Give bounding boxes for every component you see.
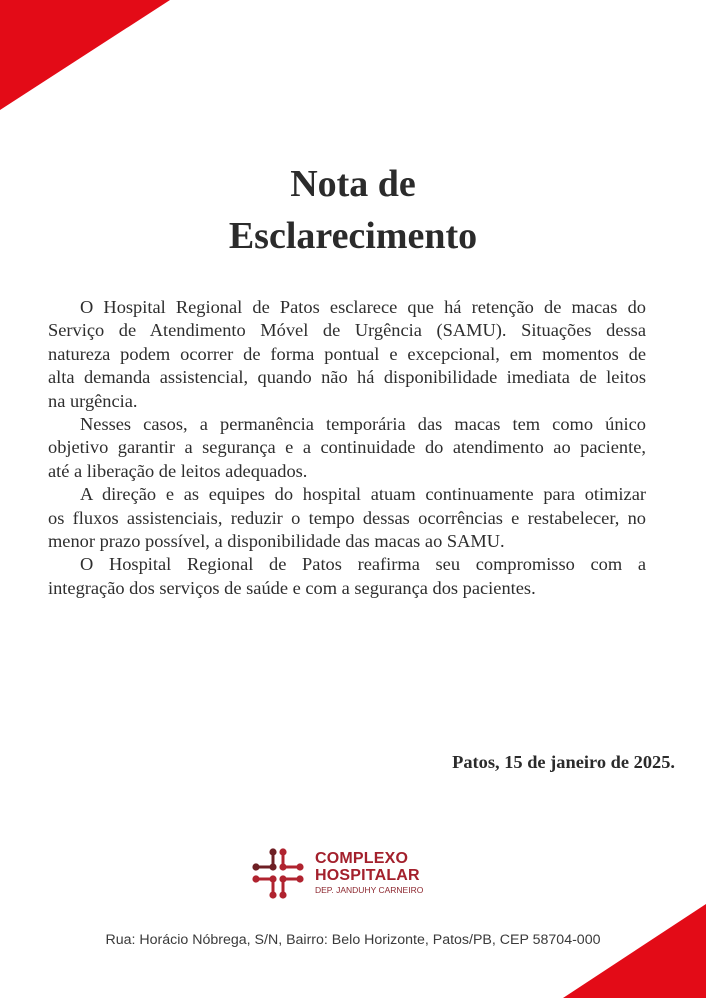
text-line: menor prazo possível, a disponibilidade das macas ao SAMU. xyxy=(48,530,505,551)
medical-cross-circuit-icon xyxy=(250,848,306,900)
corner-decoration-bottom-right xyxy=(563,904,706,998)
text-line: Serviço de Atendimento Móvel de Urgência (SAMU). Situações dessa xyxy=(48,320,646,341)
text-line: integração dos serviços de saúde e com a segurança dos pacientes. xyxy=(48,577,536,598)
text-line: Nesses casos, a permanência temporária das macas tem como único xyxy=(80,413,646,434)
document-body xyxy=(48,296,646,600)
text-line: na urgência. xyxy=(48,390,138,411)
corner-decoration-top-left xyxy=(0,0,170,110)
page-title-line-2: Esclarecimento xyxy=(228,215,478,257)
text-line: O Hospital Regional de Patos reafirma seu compromisso com a xyxy=(80,554,646,575)
page-title-line-1: Nota de xyxy=(290,163,416,205)
footer-address: Rua: Horácio Nóbrega, S/N, Bairro: Belo Horizonte, Patos/PB, CEP 58704-000 xyxy=(105,932,601,948)
paragraph xyxy=(48,413,646,483)
text-line: os fluxos assistenciais, reduzir o tempo dessas ocorrências e restabelecer, no xyxy=(48,507,646,528)
logo-line-1: COMPLEXO xyxy=(315,850,409,867)
text-line: alta demanda assistencial, quando não há disponibilidade imediata de leitos xyxy=(48,367,646,388)
date-line: Patos, 15 de janeiro de 2025. xyxy=(452,752,675,772)
paragraph xyxy=(48,296,646,413)
logo-wordmark xyxy=(315,850,423,896)
paragraph xyxy=(48,553,646,600)
text-line: O Hospital Regional de Patos esclarece que há retenção de macas do xyxy=(80,297,646,317)
paragraph xyxy=(48,483,646,553)
logo-line-2: HOSPITALAR xyxy=(315,867,420,884)
text-line: até a liberação de leitos adequados. xyxy=(48,460,308,481)
text-line: objetivo garantir a segurança e a continuidade do atendimento ao paciente, xyxy=(48,437,646,458)
hospital-logo xyxy=(250,848,450,908)
text-line: A direção e as equipes do hospital atuam continuamente para otimizar xyxy=(80,484,646,505)
logo-subtitle: DEP. JANDUHY CARNEIRO xyxy=(315,885,424,895)
text-line: natureza podem ocorrer de forma pontual e excepcional, em momentos de xyxy=(48,343,646,364)
